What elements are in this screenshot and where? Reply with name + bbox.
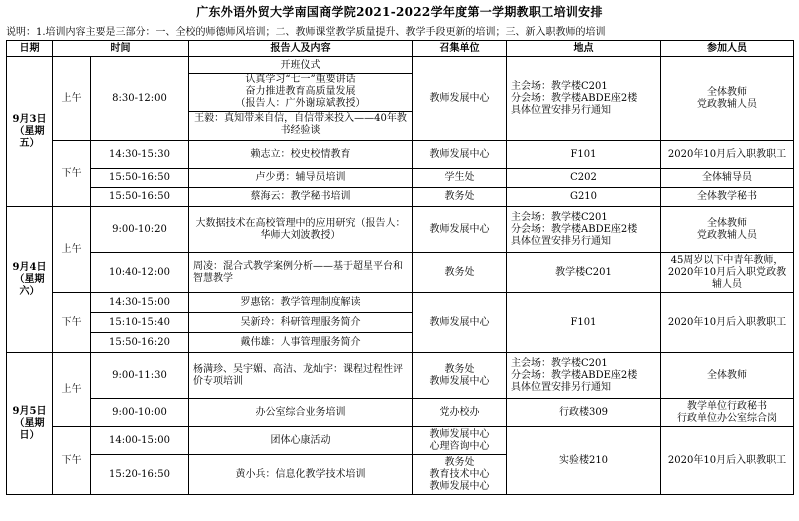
day-weekday: （星期日） [14, 417, 45, 441]
table-row [7, 207, 794, 253]
participants-cell: 全体教学秘书 [661, 188, 794, 207]
organizer-cell: 教务处 教育技术中心 教师发展中心 [413, 455, 507, 495]
header-location: 地点 [507, 41, 661, 57]
time-cell: 15:10-15:40 [91, 313, 189, 333]
location-line: 分会场：教学楼ABDE座2楼 [511, 92, 638, 104]
content-cell: 周凌：混合式教学案例分析——基于超星平台和智慧教学 [189, 253, 413, 293]
organizer-cell: 教师发展中心 [413, 57, 507, 141]
time-cell: 14:30-15:00 [91, 293, 189, 313]
location-line: 具体位置安排另行通知 [511, 381, 611, 393]
period-cell: 上午 [53, 57, 91, 141]
organizer-cell: 教务处 教师发展中心 [413, 353, 507, 399]
time-cell: 9:00-11:30 [91, 353, 189, 399]
participants-cell [661, 207, 794, 253]
table-row [7, 353, 794, 399]
organizer-cell: 教务处 [413, 253, 507, 293]
location-line: 具体位置安排另行通知 [511, 104, 611, 116]
period-cell: 上午 [53, 353, 91, 427]
page-title: 广东外语外贸大学南国商学院2021-2022学年度第一学期教职工培训安排 [196, 5, 603, 19]
participants-cell [661, 57, 794, 141]
location-cell: 行政楼309 [507, 399, 661, 427]
participants-line: 全体教师 [707, 86, 747, 98]
header-participants: 参加人员 [661, 41, 794, 57]
content-cell: 赖志立：校史校情教育 [189, 141, 413, 169]
period-cell: 上午 [53, 207, 91, 293]
time-cell: 15:50-16:50 [91, 169, 189, 188]
location-cell: G210 [507, 188, 661, 207]
participants-line: 全体教师 [707, 217, 747, 229]
organizer-cell: 教师发展中心 [413, 293, 507, 353]
header-time: 时间 [53, 41, 189, 57]
organizer-cell: 教师发展中心 [413, 207, 507, 253]
table-row [7, 57, 794, 141]
content-line: 奋力推进教育高质量发展 [245, 85, 356, 97]
day-cell [7, 57, 53, 207]
table-row [7, 141, 794, 169]
day-date: 9月5日 [12, 405, 47, 417]
table-row [7, 427, 794, 455]
participants-cell: 45周岁以下中青年教师，2020年10月后入职党政教辅人员 [661, 253, 794, 293]
organizer-cell: 学生处 [413, 169, 507, 188]
table-row [7, 169, 794, 188]
table-row [7, 293, 794, 313]
day-date: 9月4日 [12, 261, 47, 273]
day-cell [7, 353, 53, 495]
location-line: 具体位置安排另行通知 [511, 235, 611, 247]
location-cell: F101 [507, 293, 661, 353]
location-line: 主会场：教学楼C201 [511, 80, 608, 92]
day-weekday: （星期五） [14, 125, 45, 149]
day-weekday: （星期六） [14, 273, 45, 297]
day-cell [7, 207, 53, 353]
content-line: 开班仪式 [189, 60, 412, 74]
organizer-cell: 党办校办 [413, 399, 507, 427]
location-cell [507, 353, 661, 399]
content-cell: 卢少勇：辅导员培训 [189, 169, 413, 188]
content-cell: 杨满珍、吴宇媚、高洁、龙灿宇：课程过程性评价专项培训 [189, 353, 413, 399]
location-cell: C202 [507, 169, 661, 188]
location-line: 分会场：教学楼ABDE座2楼 [511, 223, 638, 235]
participants-cell: 2020年10月后入职教职工 [661, 427, 794, 495]
notes: 说明：1.培训内容主要是三部分：一、全校的师德师风培训；二、教师课堂教学质量提升、教学手段更新的培训；三、新入职教师的培训 [6, 27, 606, 38]
organizer-cell: 教师发展中心 心理咨询中心 [413, 427, 507, 455]
organizer-cell: 教师发展中心 [413, 141, 507, 169]
organizer-cell: 教务处 [413, 188, 507, 207]
content-cell: 办公室综合业务培训 [189, 399, 413, 427]
location-line: 主会场：教学楼C201 [511, 357, 608, 369]
time-cell: 15:50-16:50 [91, 188, 189, 207]
content-line: （报告人：广外谢琼斌教授） [189, 98, 412, 112]
time-cell: 15:50-16:20 [91, 333, 189, 353]
table-row [7, 253, 794, 293]
time-cell: 9:00-10:20 [91, 207, 189, 253]
participants-cell: 2020年10月后入职教职工 [661, 141, 794, 169]
header-organizer: 召集单位 [413, 41, 507, 57]
location-cell: F101 [507, 141, 661, 169]
participants-line: 党政教辅人员 [697, 229, 757, 241]
content-cell: 戴伟雄：人事管理服务简介 [189, 333, 413, 353]
time-cell: 14:30-15:30 [91, 141, 189, 169]
day-date: 9月3日 [12, 113, 47, 125]
content-cell: 团体心康活动 [189, 427, 413, 455]
location-cell [507, 57, 661, 141]
header-date: 日期 [7, 41, 53, 57]
content-cell: 蔡海云：教学秘书培训 [189, 188, 413, 207]
time-cell: 8:30-12:00 [91, 57, 189, 141]
header-row [7, 41, 794, 57]
participants-line: 党政教辅人员 [697, 98, 757, 110]
participants-cell: 2020年10月后入职教职工 [661, 293, 794, 353]
content-cell [189, 57, 413, 141]
participants-cell: 全体教师 [661, 353, 794, 399]
location-line: 主会场：教学楼C201 [511, 211, 608, 223]
schedule-table [6, 40, 794, 495]
participants-cell: 全体辅导员 [661, 169, 794, 188]
content-cell: 吴新玲：科研管理服务简介 [189, 313, 413, 333]
table-row [7, 399, 794, 427]
content-line: 王毅：真知带来自信，自信带来投入——40年教书经验谈 [194, 112, 407, 136]
time-cell: 10:40-12:00 [91, 253, 189, 293]
time-cell: 14:00-15:00 [91, 427, 189, 455]
time-cell: 9:00-10:00 [91, 399, 189, 427]
content-cell: 黄小兵：信息化教学技术培训 [189, 455, 413, 495]
period-cell: 下午 [53, 427, 91, 495]
content-cell: 大数据技术在高校管理中的应用研究（报告人：华师大刘波教授） [189, 207, 413, 253]
location-cell [507, 207, 661, 253]
content-cell: 罗惠铭：教学管理制度解读 [189, 293, 413, 313]
time-cell: 15:20-16:50 [91, 455, 189, 495]
period-cell: 下午 [53, 141, 91, 207]
period-cell: 下午 [53, 293, 91, 353]
location-cell: 教学楼C201 [507, 253, 661, 293]
header-speaker: 报告人及内容 [189, 41, 413, 57]
participants-cell: 教学单位行政秘书 行政单位办公室综合岗 [661, 399, 794, 427]
location-cell: 实验楼210 [507, 427, 661, 495]
content-line: 认真学习“七一”重要讲话 [245, 73, 356, 85]
table-row [7, 188, 794, 207]
location-line: 分会场：教学楼ABDE座2楼 [511, 369, 638, 381]
